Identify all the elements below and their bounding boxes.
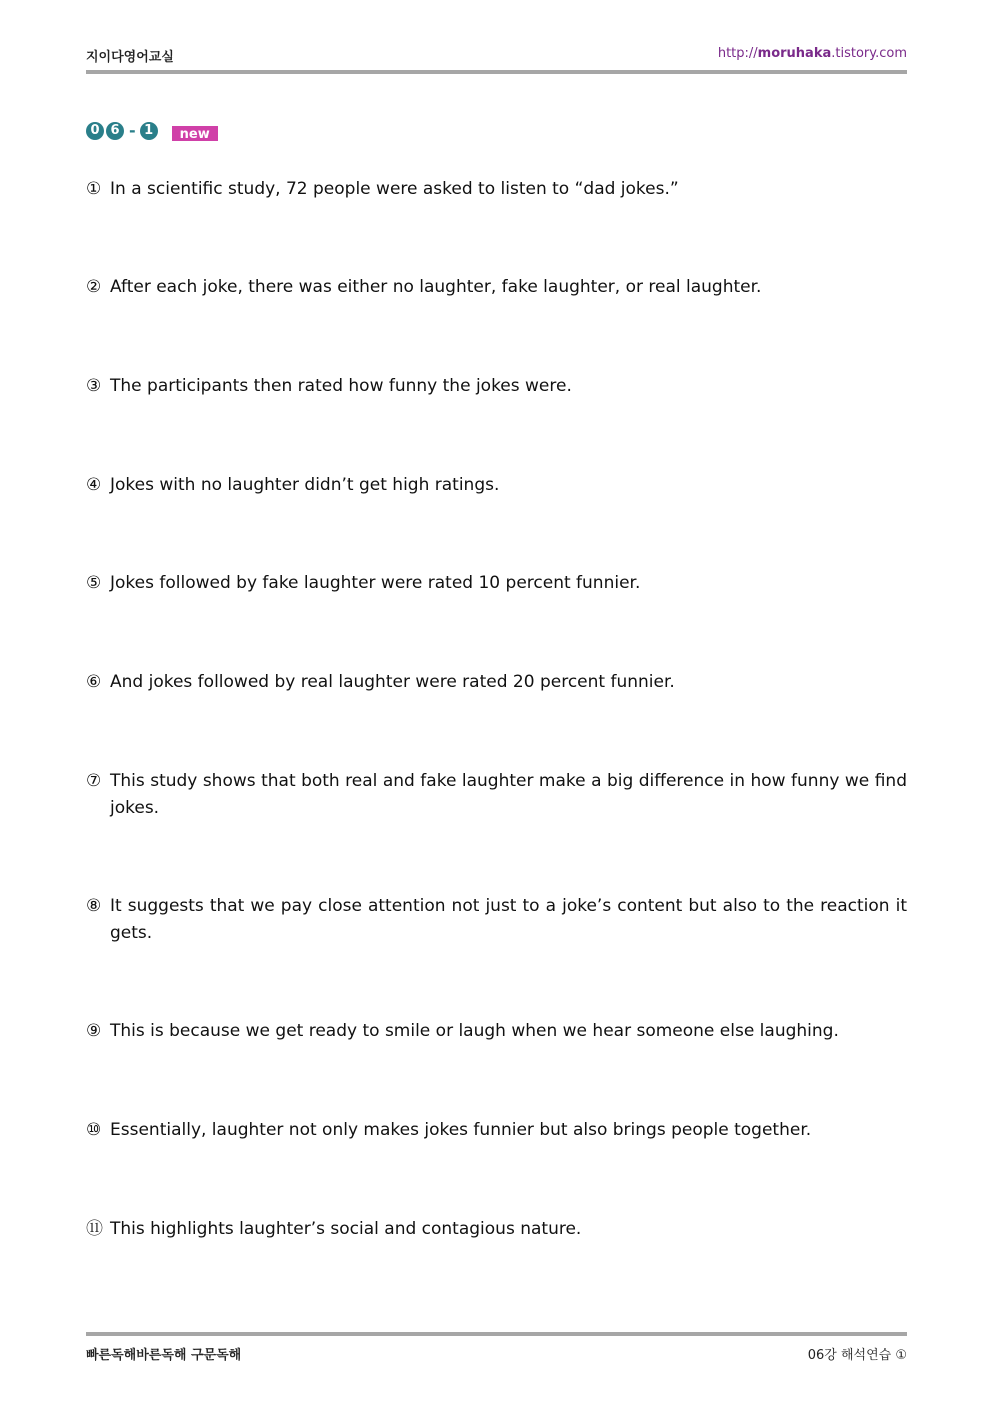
- sentence-7: [86, 768, 907, 822]
- sentence-number: ⑧: [86, 896, 102, 916]
- sentence-3: [86, 373, 907, 400]
- header-divider: [86, 70, 907, 74]
- url-bold: moruhaka: [757, 46, 832, 61]
- sentence-text: The participants then rated how funny the jokes were.: [110, 376, 572, 396]
- url-prefix: http://: [717, 46, 758, 61]
- sentence-4: [86, 472, 907, 499]
- lesson-tag: [86, 120, 218, 142]
- sentence-text: This highlights laughter’s social and contagious nature.: [110, 1219, 582, 1239]
- sentence-text: And jokes followed by real laughter were rated 20 percent funnier.: [110, 672, 675, 692]
- lesson-label: 06강 해석연습 ①: [807, 1348, 907, 1363]
- sentence-number: ⑦: [86, 771, 102, 791]
- sentence-number: ⑨: [86, 1021, 102, 1041]
- lesson-sub-number: 1: [140, 122, 158, 140]
- lesson-digit-2: 6: [106, 122, 124, 140]
- sentence-number: ③: [86, 376, 102, 396]
- sentence-9: [86, 1018, 907, 1045]
- sentence-number: ⑩: [86, 1120, 102, 1140]
- sentence-text: This is because we get ready to smile or laugh when we hear someone else laughing.: [110, 1021, 839, 1041]
- book-title: 빠른독해바른독해 구문독해: [86, 1348, 242, 1363]
- sentence-8: [86, 893, 907, 947]
- sentence-number: ⑪: [86, 1219, 103, 1239]
- site-url[interactable]: [718, 46, 907, 61]
- footer-divider: [86, 1332, 907, 1336]
- sentence-number: ①: [86, 179, 102, 199]
- sentence-number: ⑥: [86, 672, 102, 692]
- site-title: 지이다영어교실: [86, 50, 174, 65]
- sentence-5: [86, 570, 907, 597]
- sentence-text: This study shows that both real and fake laughter make a big difference in how funny we find jokes.: [110, 771, 907, 818]
- sentence-number: ⑤: [86, 573, 102, 593]
- sentence-11: [86, 1216, 907, 1243]
- sentence-number: ④: [86, 475, 102, 495]
- sentence-6: [86, 669, 907, 696]
- sentence-text: Jokes followed by fake laughter were rated 10 percent funnier.: [110, 573, 641, 593]
- sentence-text: It suggests that we pay close attention not just to a joke’s content but also to the reaction it gets.: [110, 896, 907, 943]
- sentence-text: In a scientific study, 72 people were asked to listen to “dad jokes.”: [110, 179, 679, 199]
- sentence-2: [86, 274, 907, 301]
- new-badge: new: [172, 126, 218, 141]
- sentence-10: [86, 1117, 907, 1144]
- url-suffix: .tistory.com: [831, 46, 907, 61]
- sentence-1: [86, 176, 907, 203]
- sentence-text: Essentially, laughter not only makes jokes funnier but also brings people together.: [110, 1120, 812, 1140]
- page-header: [86, 44, 907, 64]
- lesson-digit-1: 0: [86, 122, 104, 140]
- sentence-text: Jokes with no laughter didn’t get high ratings.: [110, 475, 500, 495]
- lesson-dash: -: [129, 121, 136, 140]
- sentence-number: ②: [86, 277, 102, 297]
- sentence-text: After each joke, there was either no laughter, fake laughter, or real laughter.: [110, 277, 762, 297]
